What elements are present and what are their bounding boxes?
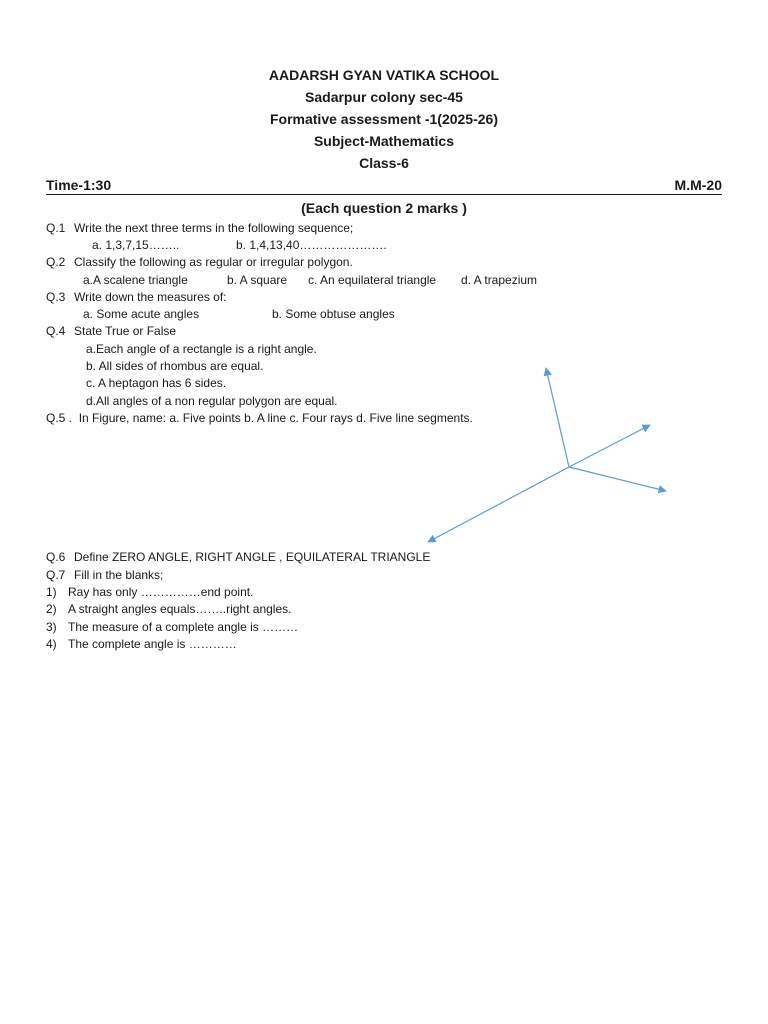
question-text: Define ZERO ANGLE, RIGHT ANGLE , EQUILATERAL TRIANGLE [74,550,431,564]
q1-option-b: b. 1,4,13,40…………………. [236,238,387,252]
question-text: Fill in the blanks; [74,568,164,582]
question-7 [46,567,163,583]
ray-right [569,467,666,491]
subject-title: Subject-Mathematics [313,133,455,149]
question-number: Q.5 . [46,411,73,425]
item-number: 2) [46,602,57,616]
q2-option-d: d. A trapezium [461,273,538,287]
q4-statement-d: d.All angles of a non regular polygon are equal. [86,394,338,408]
question-text: Write down the measures of: [74,290,227,304]
question-number: Q.4 [46,324,66,338]
max-marks-label: M.M-20 [674,177,722,193]
school-address: Sadarpur colony sec-45 [305,89,463,105]
question-5 [46,410,473,426]
rays-figure [420,360,680,550]
q4-statement-b: b. All sides of rhombus are equal. [86,359,264,373]
school-name: AADARSH GYAN VATIKA SCHOOL [268,67,500,83]
class-title: Class-6 [359,155,409,171]
question-2 [46,254,353,270]
fill-blank-item [46,601,291,617]
marks-note: (Each question 2 marks ) [301,200,467,216]
item-text: The complete angle is ………… [68,637,237,651]
item-number: 3) [46,620,57,634]
q1-option-a: a. 1,3,7,15…….. [92,238,180,252]
question-text: In Figure, name: a. Five points b. A line c. Four rays d. Five line segments. [78,411,473,425]
item-text: The measure of a complete angle is ……… [68,620,299,634]
q4-statement-c: c. A heptagon has 6 sides. [86,376,227,390]
ray-upper-right [569,425,650,467]
question-number: Q.1 [46,221,66,235]
fill-blank-item [46,619,298,635]
meta-row [46,176,722,195]
q2-option-a: a.A scalene triangle [83,273,188,287]
question-text: Write the next three terms in the following sequence; [74,221,354,235]
question-4 [46,323,176,339]
question-number: Q.7 [46,568,66,582]
question-text: Classify the following as regular or irregular polygon. [74,255,353,269]
q3-option-a: a. Some acute angles [83,307,200,321]
item-text: A straight angles equals……..right angles. [68,602,292,616]
question-1 [46,220,353,236]
q2-option-c: c. An equilateral triangle [308,273,437,287]
question-6 [46,549,430,565]
q2-option-b: b. A square [227,273,288,287]
question-number: Q.6 [46,550,66,564]
ray-lower-left [428,467,569,542]
question-number: Q.3 [46,290,66,304]
ray-up [546,368,569,467]
fill-blank-item [46,584,253,600]
item-text: Ray has only ……………end point. [68,585,254,599]
exam-title: Formative assessment -1(2025-26) [269,111,498,127]
q3-option-b: b. Some obtuse angles [272,307,395,321]
question-number: Q.2 [46,255,66,269]
question-text: State True or False [74,324,177,338]
item-number: 1) [46,585,57,599]
question-3 [46,289,227,305]
fill-blank-item [46,636,237,652]
item-number: 4) [46,637,57,651]
time-label: Time-1:30 [46,177,112,193]
q4-statement-a: a.Each angle of a rectangle is a right angle. [86,342,317,356]
